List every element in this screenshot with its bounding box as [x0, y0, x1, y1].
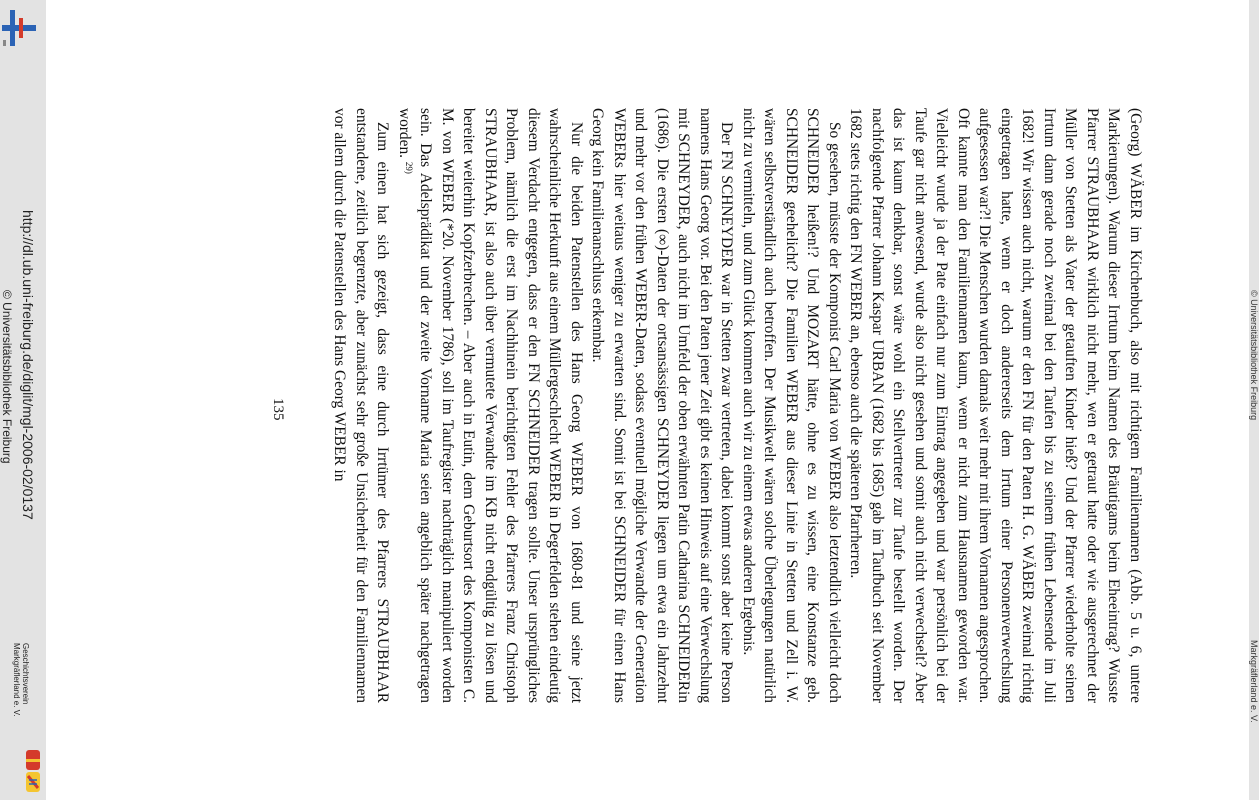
- right-margin-society: Markgräflerland e. V.: [1249, 640, 1259, 723]
- paragraph-2: So gesehen, müsste der Komponist Carl Maria von WEBER also letztendlich vielleicht doch SCHNEIDER heißen!? Und MOZART hätte, ohne es zu wissen, eine Konstanze geb. SCHNEIDER geehelicht? Die Familien WEBER aus dieser Linie in Stetten und Zell i. W. wären selbstverständlich auch betroffen. Der Musikwelt wären solche Überlegungen natürlich nicht zu vermitteln, und zum Glück kommen auch wir zu einem etwas anderen Ergebnis.: [740, 108, 843, 703]
- copyright-notice: © Universitätsbibliothek Freiburg: [0, 290, 14, 464]
- page-number: 135: [270, 398, 286, 421]
- paragraph-3: Der FN SCHNEYDER war in Stetten zwar vertreten, dabei kommt sonst aber keine Person namens Hans Georg vor. Bei den Paten jener Zeit gibt es keinen Hinweis auf eine Verwechslung mit SCHNEYDER, auch nicht im Umfeld der oben erwähnten Patin Catharina SCHNEIDERin (1686). Die ersten (∞)-Daten der ortsansässigen SCHNEYDER liegen um etwa ein Jahrzehnt und mehr vor den frühen WEBER-Daten, sodass eventuell mögliche Verwandte der Generation WEBERs hier weitaus weniger zu erwarten sind. Somit ist bei SCHNEIDER für einen Hans Georg kein Familienanschluss erkennbar.: [589, 108, 736, 703]
- society-name: Geschichtsverein: [21, 643, 30, 705]
- viewer-right-margin: [1249, 0, 1259, 800]
- society-credit: [12, 643, 30, 717]
- paragraph-5: Zum einen hat sich gezeigt, dass eine durch Irrtümer des Pfarrers STRAUBHAAR entstandene, zeitlich begrenzte, aber zunächst sehr große Unsicherheit für den Familiennamen vor allem durch die Patenstellen des Hans Georg WEBER in: [331, 108, 392, 703]
- paragraph-1: (Georg) WÄBER im Kirchenbuch, also mit richtigem Familiennamen (Abb. 5 u. 6, untere Markierungen). Warum dieser Irrtum beim Namen des Bräutigams beim Eheeintrag? Wusste Pfarrer STRAUBHAAR wirklich nicht mehr, wen er getraut hatte oder wie ausgerechnet der Müller von Stetten als Vater der getauften Kinder hieß? Und der Pfarrer wiederholte seinen Irrtum dann gerade noch zweimal bei den Taufen bis zu seinem frühen Lebensende im Juli 1682! Wir wissen auch nicht, warum er den FN für den Paten H. G. WÄBER zweimal richtig eingetragen hatte, wenn er doch andererseits dem Irrtum einer Personenverwechslung aufgesessen war?! Die Menschen wurden damals weit mehr mit ihrem Vornamen angesprochen. Oft kannte man den Familiennamen kaum, wenn er nicht zum Hausnamen geworden war. Vielleicht wurde ja der Pate einfach nur zum Eintrag angegeben und war persönlich bei der Taufe gar nicht anwesend, wurde also nicht gesehen und somit auch nicht verwechselt? Aber das ist kaum denkbar, sonst wäre wohl ein Stellvertreter zur Taufe bestellt worden. Der nachfolgende Pfarrer Johann Kaspar URBAN (1682 bis 1685) gab im Taufbuch seit November 1682 stets richtig den FN WEBER an, ebenso auch die späteren Pfarrherren.: [847, 108, 1144, 703]
- document-url[interactable]: http://dl.ub.uni-freiburg.de/diglit/mgl-2006-02/0137: [20, 210, 36, 520]
- rotated-page-content: [256, 108, 1146, 703]
- page-body-text: [329, 108, 1146, 703]
- right-margin-copyright: © Universitätsbibliothek Freiburg: [1249, 290, 1259, 421]
- society-region: Markgräflerland e. V.: [12, 643, 21, 717]
- viewer-sidebar: [0, 0, 46, 800]
- footnote-reference: 29): [404, 161, 415, 174]
- coat-of-arms-icon: [24, 750, 42, 794]
- paragraph-4-text: Nur die beiden Patenstellen des Hans Georg WEBER von 1680-81 und seine jetzt wahrscheinliche Herkunft aus einem Müllergeschlecht WEBER in Degerfelden stehen eindeutig diesem Verdacht entgegen, dass er den FN SCHNEIDER tragen sollte. Unser ursprüngliches Problem, nämlich die erst im Nachhinein berichtigten Fehler des Pfarrers Franz Christoph STRAUBHAAR, ist also auch über vermutete Verwandte im KB nicht endgültig zu lösen und bereitet weiterhin Kopfzerbrechen. – Aber auch in Eutin, dem Geburtsort des Komponisten C. M. von WEBER (*20. November 1786), soll im Taufregister nachträglich manipuliert worden sein. Das Adelsprädikat und der zweite Vorname Maria seien angeblich später nachgetragen worden.: [396, 108, 585, 703]
- scanned-page: [46, 0, 1249, 800]
- paragraph-4: [394, 108, 588, 703]
- ub-freiburg-logo: [2, 8, 36, 48]
